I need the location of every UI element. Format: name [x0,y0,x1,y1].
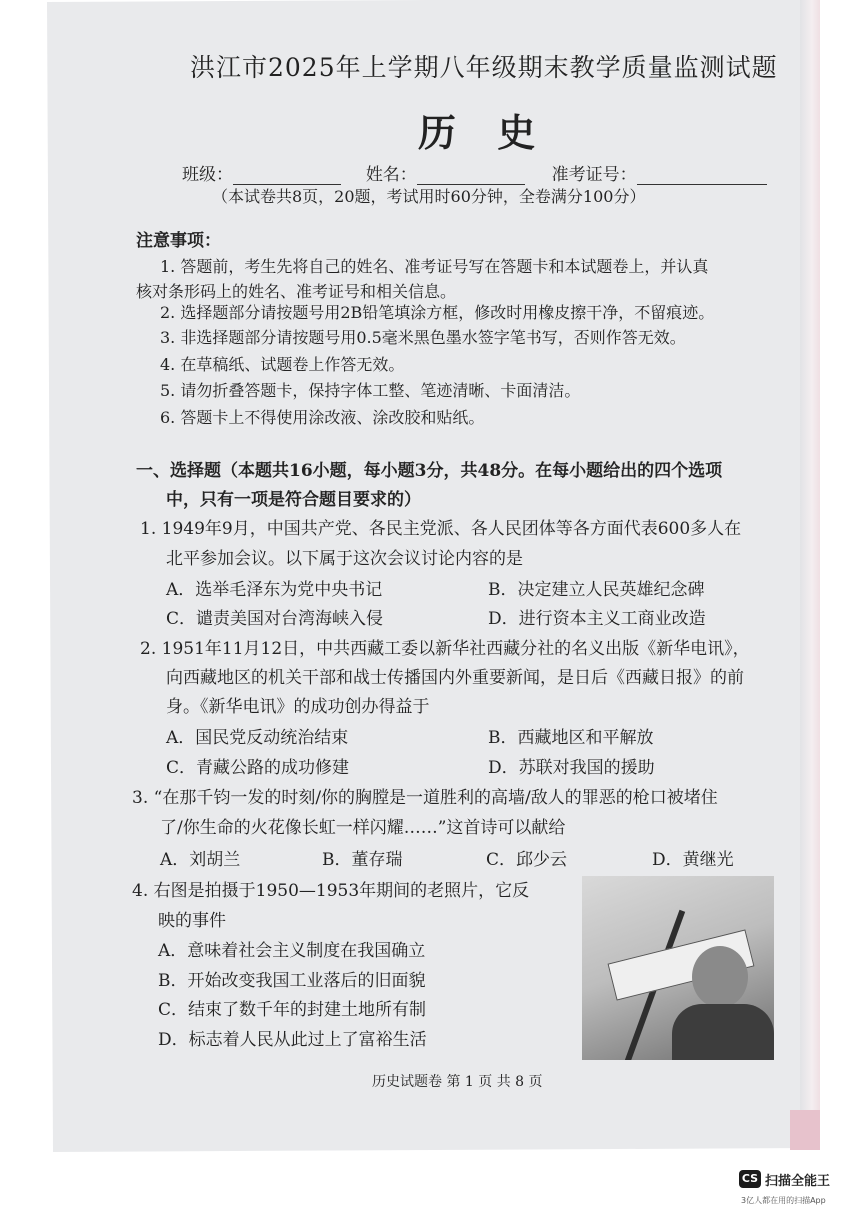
exam-id-label: 准考证号： [551,165,637,185]
subject-heading: 历 史 [418,110,550,155]
answer-option: B．董存瑞 [322,850,403,870]
paper-edge [800,0,820,1150]
question-stem: 1. 1949年9月，中国共产党、各民主党派、各人民团体等各方面代表600多人在 [140,519,742,539]
photo-farmer-body [672,1004,774,1060]
question-stem: 向西藏地区的机关干部和战士传播国内外重要新闻，是日后《西藏日报》的前 [166,668,744,688]
answer-option: A．刘胡兰 [160,850,241,870]
photo-farmer-head [692,946,748,1008]
note-item: 核对条形码上的姓名、准考证号和相关信息。 [136,282,457,301]
note-item: 1. 答题前，考生先将自己的姓名、准考证号写在答题卡和本试题卷上，并认真 [160,257,709,276]
note-item: 4. 在草稿纸、试题卷上作答无效。 [160,355,405,374]
background-corner [790,1110,820,1150]
answer-option: A．意味着社会主义制度在我国确立 [158,941,426,961]
answer-option: A．选举毛泽东为党中央书记 [166,580,383,600]
note-item: 5. 请勿折叠答题卡，保持字体工整、笔迹清晰、卡面清洁。 [160,381,581,400]
exam-info: （本试卷共8页，20题，考试用时60分钟，全卷满分100分） [212,187,646,206]
class-blank [233,167,341,185]
exam-title: 洪江市2025年上学期八年级期末教学质量监测试题 [190,53,778,82]
answer-option: D．苏联对我国的援助 [488,758,655,778]
answer-option: C．青藏公路的成功修建 [166,758,350,778]
answer-option: C．邱少云 [486,850,568,870]
note-item: 3. 非选择题部分请按题号用0.5毫米黑色墨水签字笔书写，否则作答无效。 [160,328,686,347]
note-item: 6. 答题卡上不得使用涂改液、涂改胶和贴纸。 [160,408,485,427]
answer-option: C．结束了数千年的封建土地所有制 [158,1000,427,1020]
class-label: 班级： [182,165,233,185]
answer-option: B．决定建立人民英雄纪念碑 [488,580,705,600]
question-stem: 2. 1951年11月12日，中共西藏工委以新华社西藏分社的名义出版《新华电讯》， [140,639,750,659]
name-label: 姓名： [365,165,417,185]
section-heading-cont: 中，只有一项是符合题目要求的） [166,490,421,510]
answer-option: B．西藏地区和平解放 [488,728,654,748]
notes-heading: 注意事项： [136,231,221,251]
answer-option: B．开始改变我国工业落后的旧面貌 [158,971,426,991]
answer-option: A．国民党反动统治结束 [166,728,349,748]
question-stem: 了/你生命的火花像长虹一样闪耀……”这首诗可以献给 [160,818,566,838]
scanner-tagline: 3亿人都在用的扫描App [741,1196,826,1205]
student-info-fields [182,160,767,185]
page-footer: 历史试题卷 第 1 页 共 8 页 [372,1074,543,1090]
answer-option: D．进行资本主义工商业改造 [488,609,706,629]
answer-option: D．标志着人民从此过上了富裕生活 [158,1030,427,1050]
answer-option: C．谴责美国对台湾海峡入侵 [166,609,384,629]
question-stem: 映的事件 [158,911,226,931]
note-item: 2. 选择题部分请按题号用2B铅笔填涂方框，修改时用橡皮擦干净，不留痕迹。 [160,303,715,322]
scanner-logo-icon: CS [739,1170,761,1188]
section-heading: 一、选择题（本题共16小题，每小题3分，共48分。在每小题给出的四个选项 [136,461,723,481]
historical-photo [582,876,774,1060]
scanner-app-name: 扫描全能王 [765,1174,831,1189]
question-stem: 北平参加会议。以下属于这次会议讨论内容的是 [166,549,523,569]
question-stem: 3. “在那千钧一发的时刻/你的胸膛是一道胜利的高墙/敌人的罪恶的枪口被堵住 [132,788,718,808]
name-blank [417,167,525,185]
question-stem: 身。《新华电讯》的成功创办得益于 [166,697,430,717]
exam-id-blank [637,167,767,185]
question-stem: 4. 右图是拍摄于1950—1953年期间的老照片，它反 [132,881,530,901]
answer-option: D．黄继光 [652,850,734,870]
